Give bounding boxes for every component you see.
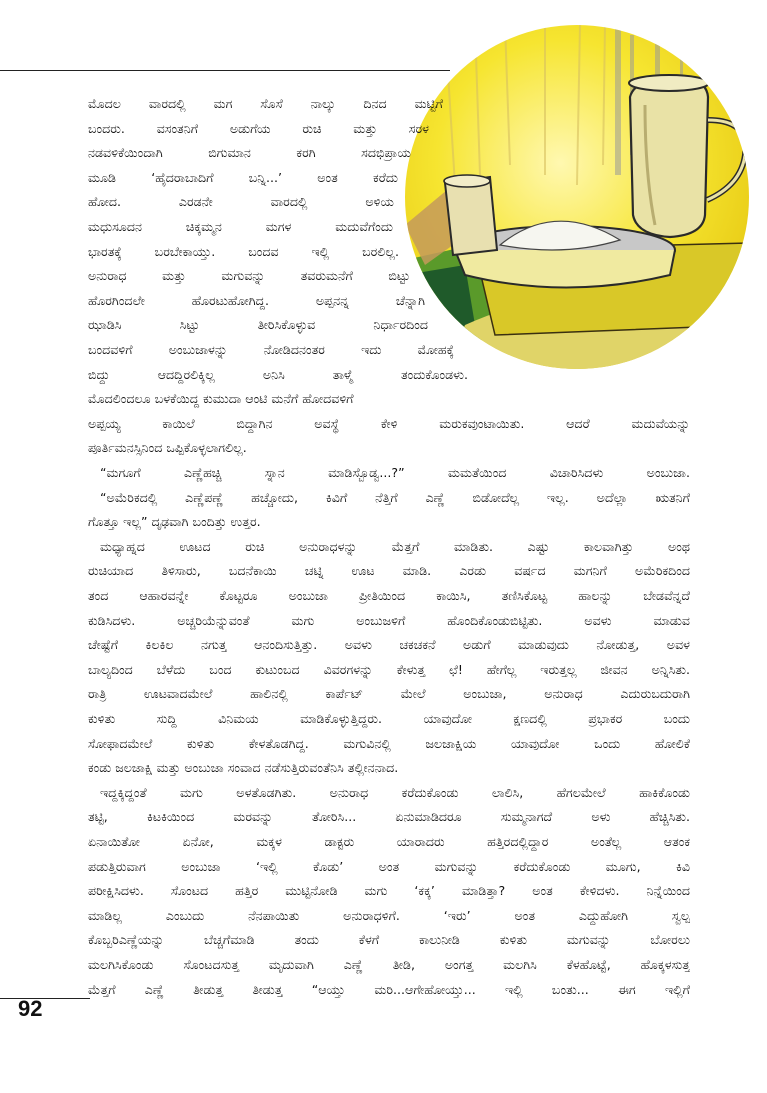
text-line: ಪೂರ್ತಿಮನಸ್ಸಿನಿಂದ ಒಪ್ಪಿಕೊಳ್ಳಲಾಗಲಿಲ್ಲ. <box>88 440 247 456</box>
body-text <box>0 92 767 997</box>
page-number: 92 <box>18 996 43 1021</box>
text-line: ಮಲಗಿಸಿಕೊಂಡು ಸೊಂಟದಸುತ್ತ ಮೃದುವಾಗಿ ಎಣ್ಣೆ ತೀಡಿ, ಅಂಗತ್ತ ಮಲಗಿಸಿ ಕೆಳಹೊಟ್ಟೆ, ಹೊಕ್ಕಳಸುತ್ತ <box>88 957 690 972</box>
text-line: ಕುಡಿಸಿದಳು. ಅಚ್ಚರಿಯೆನ್ನುವಂತೆ ಮಗು ಅಂಬುಜಳಿಗೆ ಹೊಂದಿಕೊಂಡುಬಿಟ್ಟಿತು. ಅವಳು ಮಾಡುವ <box>88 612 690 628</box>
text-line: ಕೊಬ್ಬರಿಎಣ್ಣೆಯನ್ನು ಬೆಚ್ಚಗೆಮಾಡಿ ತಂದು ಕೆಳಗೆ ಕಾಲುನೀಡಿ ಕುಳಿತು ಮಗುವನ್ನು ಬೋರಲು <box>88 932 690 948</box>
text-line: ಕಂಡು ಜಲಜಾಕ್ಷಿ ಮತ್ತು ಅಂಬುಜಾ ಸಂವಾದ ನಡೆಸುತ್ತಿರುವಂತೆನಿಸಿ ತಲ್ಲೀನನಾದ. <box>88 760 399 776</box>
text-line: ಅಪ್ಪಯ್ಯ ಕಾಯಿಲೆ ಬಿದ್ದಾಗಿನ ಅವಸ್ಥೆ ಕೇಳಿ ಮರುಕವುಂಟಾಯಿತು. ಆದರೆ ಮದುವೆಯನ್ನು <box>88 415 690 431</box>
text-line: ಚೇಷ್ಟೆಗೆ ಕಿಲಕಿಲ ನಗುತ್ತ ಆನಂದಿಸುತ್ತಿತ್ತು. ಅವಳು ಚಕಚಕನೆ ಅಡುಗೆ ಮಾಡುವುದು ನೋಡುತ್ತ, ಅವಳ <box>88 637 690 653</box>
text-line: ಕುಳಿತು ಸುದ್ದಿ ವಿನಿಮಯ ಮಾಡಿಕೊಳ್ಳುತ್ತಿದ್ದರು. ಯಾವುದೋ ಕ್ಷಣದಲ್ಲಿ ಪ್ರಭಾಕರ ಬಂದು <box>88 711 690 726</box>
text-line: ಬಿದ್ದು ಆದದ್ದಿರಲಿಕ್ಕಿಲ್ಲ ಅನಿಸಿ ತಾಳ್ಮೆ ತಂದುಕೊಂಡಳು. <box>88 366 468 382</box>
text-line: ತಟ್ಟಿ, ಕಿಟಕಿಯಿಂದ ಮರವನ್ನು ತೋರಿಸಿ... ಏನುಮಾಡಿದರೂ ಸುಮ್ಮನಾಗದೆ ಅಳು ಹೆಚ್ಚಿಸಿತು. <box>88 809 690 825</box>
text-line: ಮಧುಸೂದನ ಚಿಕ್ಕಮ್ಮನ ಮಗಳ ಮದುವೆಗೆಂದು <box>88 219 393 234</box>
text-line: ಮೆತ್ತಗೆ ಎಣ್ಣೆ ತೀಡುತ್ತ ತೀಡುತ್ತ “ಆಯ್ತು ಮರಿ...ಆಗೇಹೋಯ್ತು... ಇಲ್ಲಿ ಬಂತು... ಈಗ ಇಲ್ಲಿಗೆ <box>88 981 690 997</box>
text-line: ಭಾರತಕ್ಕೆ ಬರಬೇಕಾಯ್ತು. ಬಂದವ ಇಲ್ಲಿ ಬರಲಿಲ್ಲ. <box>88 243 399 259</box>
bottom-rule <box>0 998 90 999</box>
text-line: ಮೂಡಿ ‘ಹೈದರಾಬಾದಿಗೆ ಬನ್ನಿ...’ ಅಂತ ಕರೆದು <box>88 169 398 185</box>
text-line: ಇದ್ದಕ್ಕಿದ್ದಂತೆ ಮಗು ಅಳತೊಡಗಿತು. ಅನುರಾಧ ಕರೆದುಕೊಂಡು ಲಾಲಿಸಿ, ಹೆಗಲಮೇಲೆ ಹಾಕಿಕೊಂಡು <box>100 784 690 800</box>
text-line: ಪರೀಕ್ಷಿಸಿದಳು. ಸೊಂಟದ ಹತ್ತಿರ ಮುಟ್ಟಿನೋಡಿ ಮಗು ‘ಕಕ್ಕ’ ಮಾಡಿತ್ತಾ? ಅಂತ ಕೇಳಿದಳು. ನಿನ್ನೆಯಿಂದ <box>88 883 690 899</box>
text-line: ತಂದ ಆಹಾರವನ್ನೇ ಕೊಟ್ಟರೂ ಅಂಬುಜಾ ಪ್ರೀತಿಯಿಂದ ಕಾಯಿಸಿ, ತಣಿಸಿಕೊಟ್ಟ ಹಾಲನ್ನು ಬೇಡವೆನ್ನದೆ <box>88 588 690 603</box>
text-line: ಹೋದ. ಎರಡನೇ ವಾರದಲ್ಲಿ ಅಳಿಯ <box>88 194 394 210</box>
text-line: ಮೊದಲಿಂದಲೂ ಬಳಕೆಯಿದ್ದ ಕುಮುದಾ ಆಂಟಿ ಮನೆಗೆ ಹೋದವಳಿಗೆ <box>88 391 354 407</box>
text-line: ಬಂದವಳಿಗೆ ಅಂಬುಜಾಳನ್ನು ನೋಡಿದನಂತರ ಇದು ಮೋಹಕ್ಕೆ <box>88 342 454 357</box>
text-line: ಬಂದರು. ವಸಂತನಿಗೆ ಅಡುಗೆಯ ರುಚಿ ಮತ್ತು ಸರಳ <box>88 120 429 136</box>
text-line: “ಮಗೂಗೆ ಎಣ್ಣೆಹಚ್ಚಿ ಸ್ನಾನ ಮಾಡಿಸ್ಬೊಡ್ವ...?” ಮಮತೆಯಿಂದ ವಿಚಾರಿಸಿದಳು ಅಂಬುಜಾ. <box>100 465 690 480</box>
text-line: ಹೊರಗಿಂದಲೇ ಹೊರಟುಹೋಗಿದ್ದ. ಅಪ್ಪನನ್ನ ಚೆನ್ನಾಗಿ <box>88 292 425 308</box>
text-line: ಅನುರಾಧ ಮತ್ತು ಮಗುವನ್ನು ತವರುಮನೆಗೆ ಬಿಟ್ಟು <box>88 268 410 284</box>
text-line: ಮಾಡಿಲ್ಲ ಎಂಬುದು ನೆನಪಾಯಿತು ಅನುರಾಧಳಿಗೆ. ‘ಇರು’ ಅಂತ ಎದ್ದುಹೋಗಿ ಸ್ವಲ್ಪ <box>88 907 690 923</box>
text-line: ಬಾಲ್ಯದಿಂದ ಬೆಳೆದು ಬಂದ ಕುಟುಂಬದ ವಿವರಗಳನ್ನು ಕೇಳುತ್ತ ಛೆ! ಹೇಗೆಲ್ಲ ಇರುತ್ತಲ್ಲ ಜೀವನ ಅನ್ನಿಸಿತು. <box>88 661 690 677</box>
text-line: “ಅಮೆರಿಕದಲ್ಲಿ ಎಣ್ಣೆಪಣ್ಣೆ ಹಚ್ಚೋದು, ಕಿವಿಗೆ ನೆತ್ತಿಗೆ ಎಣ್ಣೆ ಬಿಡೋದೆಲ್ಲ ಇಲ್ಲ. ಅದೆಲ್ಲಾ ಋತನಿಗೆ <box>100 489 690 505</box>
text-line: ರುಚಿಯಾದ ತಿಳಿಸಾರು, ಬದನೆಕಾಯಿ ಚಟ್ನಿ ಊಟ ಮಾಡಿ. ಎರಡು ವರ್ಷದ ಮಗನಿಗೆ ಅಮೆರಿಕದಿಂದ <box>88 563 690 579</box>
text-line: ಮಧ್ಯಾಹ್ನದ ಊಟದ ರುಚಿ ಅನುರಾಧಳನ್ನು ಮೆತ್ತಗೆ ಮಾಡಿತು. ಎಷ್ಟು ಕಾಲವಾಗಿತ್ತು ಅಂಥ <box>100 538 690 554</box>
text-line: ಸೋಫಾದಮೇಲೆ ಕುಳಿತು ಕೇಳತೊಡಗಿದ್ದ. ಮಗುವಿನಲ್ಲಿ ಜಲಜಾಕ್ಷಿಯ ಯಾವುದೋ ಒಂದು ಹೋಲಿಕೆ <box>88 735 690 751</box>
top-rule <box>0 70 450 71</box>
text-line: ರಾತ್ರಿ ಊಟವಾದಮೇಲೆ ಹಾಲಿನಲ್ಲಿ ಕಾರ್ಪೆಟ್ ಮೇಲೆ ಅಂಬುಜಾ, ಅನುರಾಧ ಎದುರುಬದುರಾಗಿ <box>88 686 690 702</box>
text-line: ಝಾಡಿಸಿ ಸಿಟ್ಟು ತೀರಿಸಿಕೊಳ್ಳುವ ನಿರ್ಧಾರದಿಂದ <box>88 317 428 333</box>
text-line: ಪಡುತ್ತಿರುವಾಗ ಅಂಬುಜಾ ‘ಇಲ್ಲಿ ಕೊಡು’ ಅಂತ ಮಗುವನ್ನು ಕರೆದುಕೊಂಡು ಮೂಗು, ಕಿವಿ <box>88 858 690 874</box>
text-line: ಮೊದಲ ವಾರದಲ್ಲಿ ಮಗ ಸೊಸೆ ನಾಲ್ಕು ದಿನದ ಮಟ್ಟಿಗೆ <box>88 96 443 111</box>
text-line: ಗೊತ್ತೂ ಇಲ್ಲ” ದೃಢವಾಗಿ ಬಂದಿತ್ತು ಉತ್ತರ. <box>88 514 261 530</box>
text-line: ನಡವಳಿಕೆಯಿಂದಾಗಿ ಬಿಗುಮಾನ ಕರಗಿ ಸದಭಿಪ್ರಾಯ <box>88 145 411 161</box>
text-line: ಏನಾಯಿತೋ ಏನೋ, ಮಕ್ಕಳ ಡಾಕ್ಟರು ಯಾರಾದರು ಹತ್ತಿರದಲ್ಲಿದ್ದಾರ ಅಂತೆಲ್ಲ ಆತಂಕ <box>88 834 690 849</box>
